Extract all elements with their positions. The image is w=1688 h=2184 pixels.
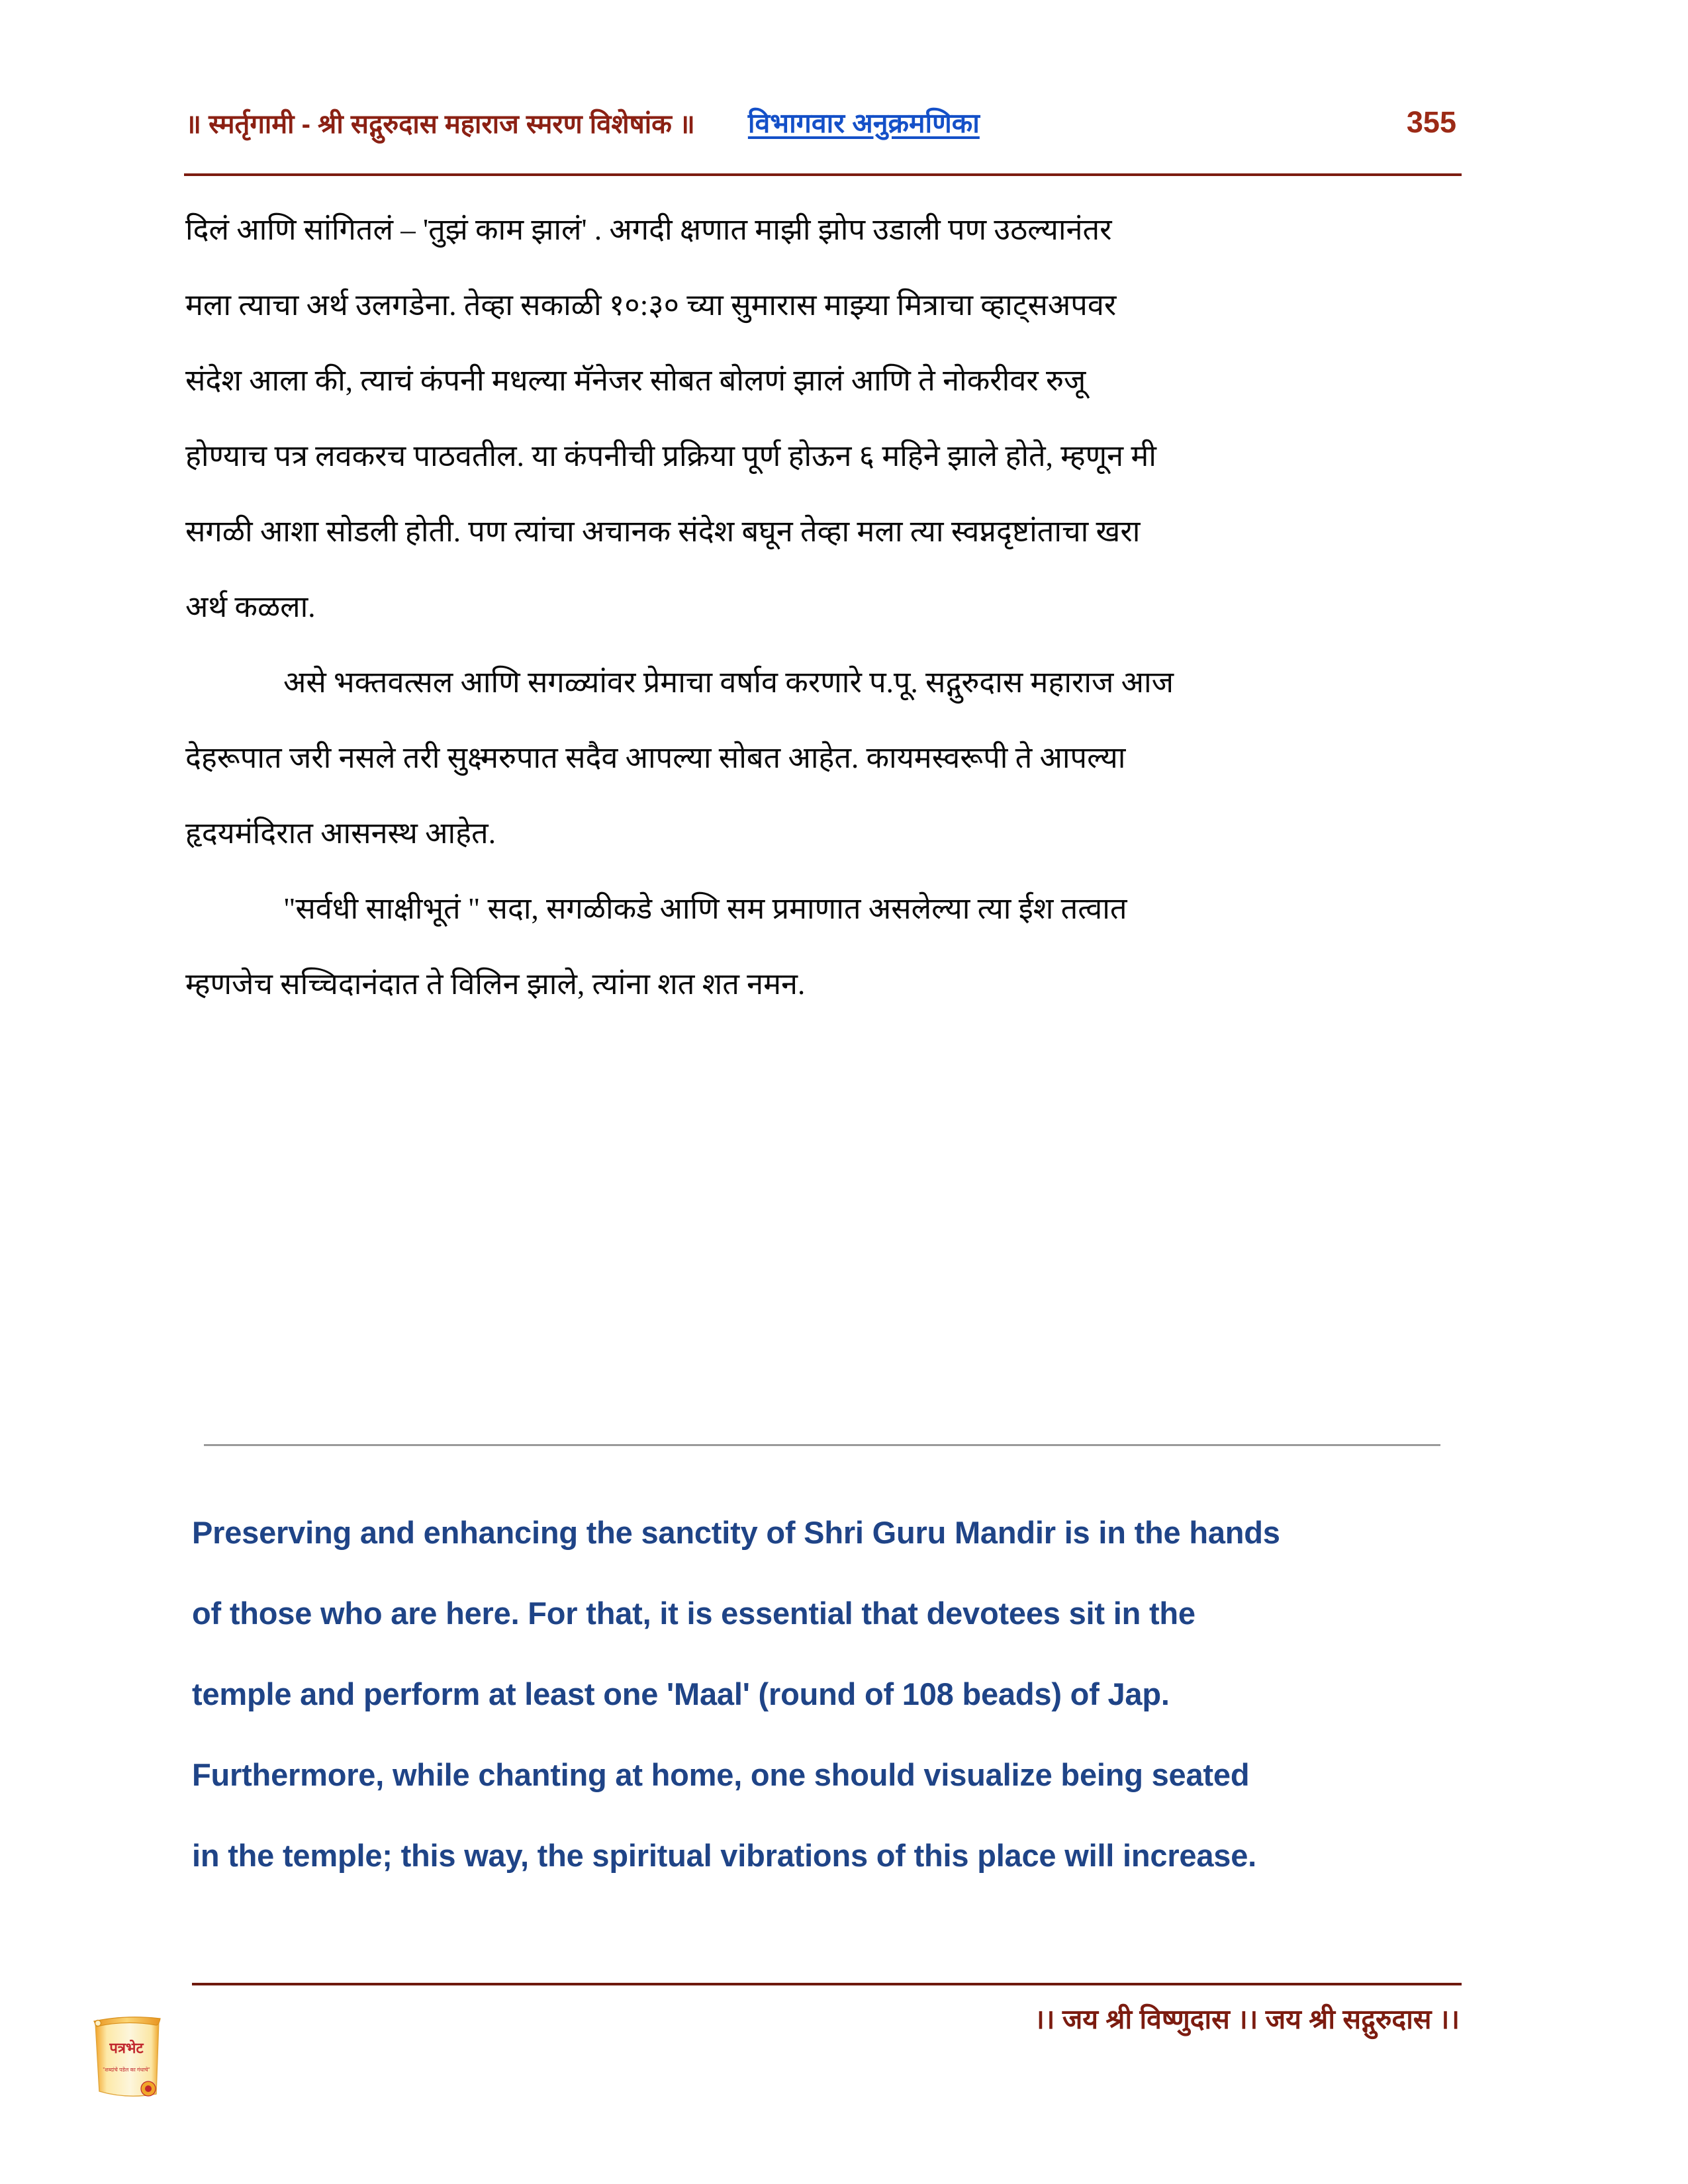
- page-number: 355: [1406, 105, 1456, 139]
- header-divider: [184, 173, 1462, 176]
- body-line: सगळी आशा सोडली होती. पण त्यांचा अचानक संदेश बघून तेव्हा मला त्या स्वप्नदृष्टांताचा खरा: [185, 515, 1141, 548]
- note-line: temple and perform at least one 'Maal' (round of 108 beads) of Jap.: [192, 1676, 1170, 1711]
- body-line: देहरूपात जरी नसले तरी सुक्ष्मरुपात सदैव आपल्या सोबत आहेत. कायमस्वरूपी ते आपल्या: [185, 741, 1126, 774]
- body-line: होण्याच पत्र लवकरच पाठवतील. या कंपनीची प्रक्रिया पूर्ण होऊन ६ महिने झाले होते, म्हणून मी: [185, 439, 1156, 473]
- svg-text:"शब्दांचे पडेल का गंधाचे": "शब्दांचे पडेल का गंधाचे": [103, 2067, 150, 2073]
- note-line: of those who are here. For that, it is essential that devotees sit in the: [192, 1596, 1196, 1631]
- body-line: हृदयमंदिरात आसनस्थ आहेत.: [185, 817, 496, 850]
- english-note: [192, 1492, 1470, 1896]
- body-line: म्हणजेच सच्चिदानंदात ते विलिन झाले, त्यांना शत शत नमन.: [185, 968, 806, 1001]
- patrabhet-scroll-logo: [85, 2012, 171, 2099]
- body-line: मला त्याचा अर्थ उलगडेना. तेव्हा सकाळी १०:३० च्या सुमारास माझ्या मित्राचा व्हाट्सअपवर: [185, 289, 1117, 322]
- body-line: दिलं आणि सांगितलं – 'तुझं काम झालं' . अगदी क्षणात माझी झोप उडाली पण उठल्यानंतर: [185, 213, 1112, 246]
- body-line: संदेश आला की, त्याचं कंपनी मधल्या मॅनेजर सोबत बोलणं झालं आणि ते नोकरीवर रुजू: [185, 364, 1086, 397]
- note-line: in the temple; this way, the spiritual vibrations of this place will increase.: [192, 1838, 1257, 1873]
- page-title: ॥ स्मर्तृगामी - श्री सद्गुरुदास महाराज स्मरण विशेषांक ॥: [185, 109, 695, 139]
- body-text: [185, 192, 1463, 1022]
- body-line: "सर्वधी साक्षीभूतं " सदा, सगळीकडे आणि सम प्रमाणात असलेल्या त्या ईश तत्वात: [283, 892, 1127, 925]
- page-header: [185, 93, 1456, 152]
- footer-divider: [192, 1983, 1462, 1985]
- body-line: असे भक्तवत्सल आणि सगळ्यांवर प्रेमाचा वर्षाव करणारे प.पू. सद्गुरुदास महाराज आज: [283, 666, 1174, 699]
- body-line: अर्थ कळला.: [185, 590, 316, 623]
- note-line: Preserving and enhancing the sanctity of Shri Guru Mandir is in the hands: [192, 1515, 1280, 1550]
- footer-mantra: ।। जय श्री विष्णुदास ।। जय श्री सद्गुरुदास ।।: [1034, 2004, 1460, 2034]
- index-link[interactable]: विभागवार अनुक्रमणिका: [747, 108, 980, 138]
- note-line: Furthermore, while chanting at home, one should visualize being seated: [192, 1757, 1250, 1792]
- section-divider: [204, 1444, 1440, 1446]
- svg-text:पत्रभेट: पत्रभेट: [109, 2040, 144, 2056]
